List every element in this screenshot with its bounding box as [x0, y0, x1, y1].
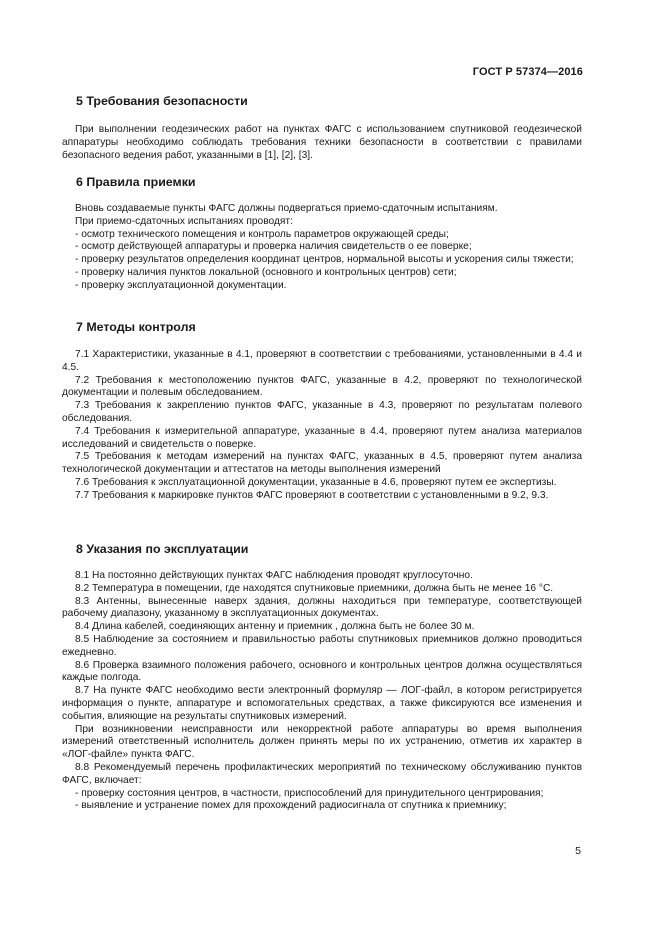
paragraph: 7.2 Требования к местоположению пунктов ФАГС, указанные в 4.2, проверяют по технологической документации и полевым обследованием. [62, 374, 582, 399]
paragraph: 8.6 Проверка взаимного положения рабочего, основного и контрольных центров должна осуществляться каждые полгода. [62, 659, 582, 684]
paragraph: 7.3 Требования к закреплению пунктов ФАГС, указанные в 4.3, проверяют по результатам полевого обследования. [62, 400, 582, 424]
section-7-heading: 7 Методы контроля [76, 320, 196, 334]
paragraph: 7.1 Характеристики, указанные в 4.1, проверяют в соответствии с требованиями, установленными в 4.4 и 4.5. [62, 349, 582, 373]
paragraph: При приемо-сдаточных испытаниях проводят: [75, 215, 293, 227]
section-7-body [62, 349, 582, 503]
paragraph: 7.5 Требования к методам измерений на пунктах ФАГС, указанных в 4.5, проверяют путем анализа технологической документации и аттестатов на методы выполнения измерений [62, 451, 582, 476]
section-5-heading: 5 Требования безопасности [76, 94, 248, 108]
paragraph: 8.5 Наблюдение за состоянием и правильностью работы спутниковых приемников должно проводиться ежедневно. [62, 633, 582, 658]
list-item: - осмотр действующей аппаратуры и проверка наличия свидетельств о ее поверке; [75, 241, 472, 253]
paragraph: Вновь создаваемые пункты ФАГС должны подвергаться приемо-сдаточным испытаниям. [75, 203, 498, 214]
list-item: - выявление и устранение помех для прохождений радиосигнала от спутника к приемнику; [75, 800, 507, 812]
section-8-body [62, 570, 582, 813]
section-6-heading: 6 Правила приемки [76, 175, 196, 189]
document-code-header: ГОСТ Р 57374—2016 [472, 66, 583, 78]
paragraph: 7.4 Требования к измерительной аппаратуре, указанные в 4.4, проверяют путем анализа материалов исследований и свидетельств о поверке. [62, 425, 582, 450]
paragraph: 8.8 Рекомендуемый перечень профилактических мероприятий по техническому обслуживанию пунктов ФАГС, включает: [62, 761, 582, 786]
paragraph: 8.1 На постоянно действующих пунктах ФАГС наблюдения проводят круглосуточно. [75, 570, 473, 581]
list-item: - проверку состояния центров, в частности, приспособлений для принудительного центрирования; [75, 787, 544, 799]
list-item: - проверку наличия пунктов локальной (основного и контрольных центров) сети; [75, 266, 457, 278]
paragraph: 7.7 Требования к маркировке пунктов ФАГС проверяют в соответствии с установленными в 9.2, 9.3. [75, 489, 549, 501]
paragraph: 8.4 Длина кабелей, соединяющих антенну и приемник , должна быть не более 30 м. [75, 621, 475, 633]
list-item: - проверку эксплуатационной документации. [75, 279, 287, 291]
list-item: - осмотр технического помещения и контроль параметров окружающей среды; [75, 228, 449, 240]
paragraph: 8.2 Температура в помещении, где находятся спутниковые приемники, должна быть не менее 16 °С. [75, 582, 554, 594]
page-number: 5 [575, 845, 581, 857]
section-8-heading: 8 Указания по эксплуатации [76, 542, 249, 556]
section-5-body [62, 124, 582, 162]
paragraph: При выполнении геодезических работ на пунктах ФАГС с использованием спутниковой геодезической аппаратуры необходимо соблюдать требования техники безопасности в соответствии с правилами безопасного ведения работ, указанными в [1], [2], [3]. [62, 124, 582, 161]
paragraph: 8.7 На пункте ФАГС необходимо вести электронный формуляр — ЛОГ-файл, в котором регистрируется информация о пункте, аппаратуре и вспомогательных средствах, а также фиксируются все изменения и события, влияющие на результаты спутниковых измерений. [62, 685, 582, 722]
section-6-body [62, 203, 582, 293]
paragraph: При возникновении неисправности или некорректной работе аппаратуры во время выполнения измерений ответственный исполнитель должен принять меры по их устранению, отметив их характер в «ЛОГ-файле» пункта ФАГС. [62, 723, 582, 761]
list-item: - проверку результатов определения координат центров, нормальной высоты и ускорения силы тяжести; [75, 254, 574, 266]
paragraph: 8.3 Антенны, вынесенные наверх здания, должны находиться при температуре, соответствующей рабочему диапазону, указанному в эксплуатационных документах. [62, 595, 582, 620]
paragraph: 7.6 Требования к эксплуатационной документации, указанные в 4.6, проверяют путем ее экспертизы. [75, 476, 557, 488]
